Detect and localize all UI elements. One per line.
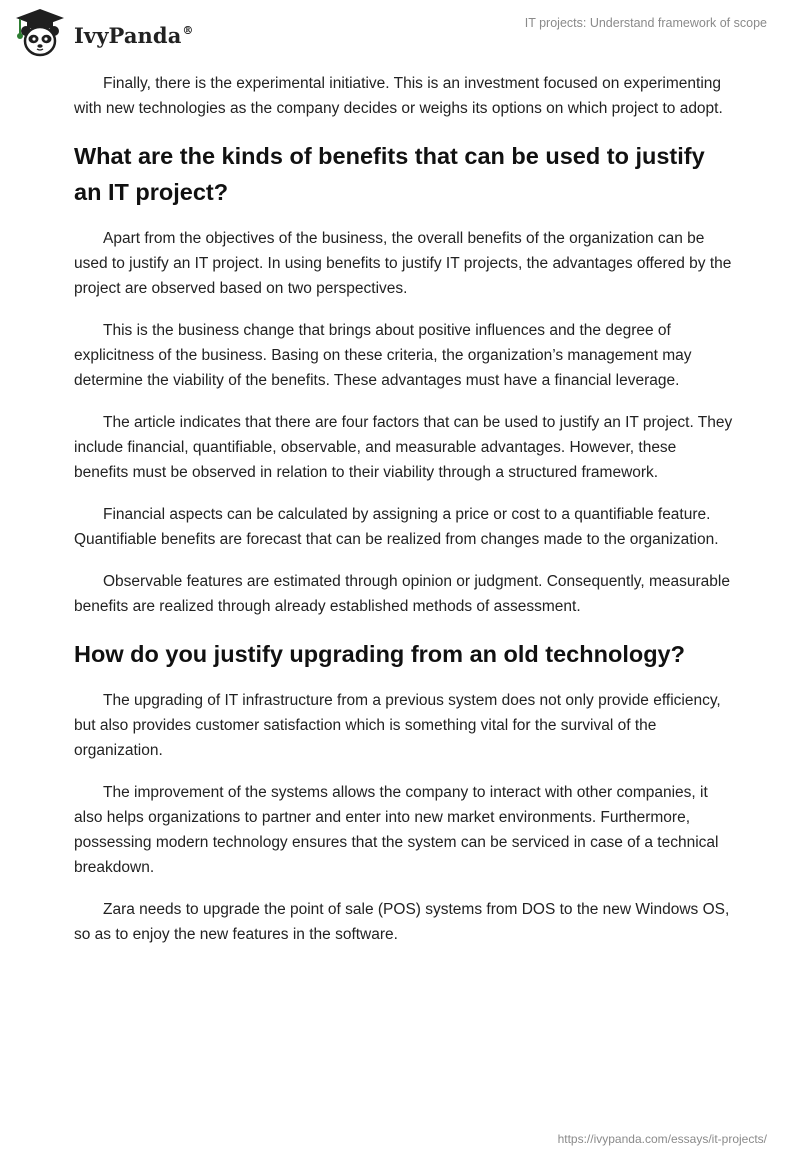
source-url: https://ivypanda.com/essays/it-projects/ — [557, 1132, 767, 1146]
brand-name-text: IvyPanda — [74, 22, 182, 48]
section-heading: What are the kinds of benefits that can be used to justify an IT project? — [74, 143, 705, 205]
paragraph: Financial aspects can be calculated by assigning a price or cost to a quantifiable feature. Quantifiable benefits are forecast that can be realized from changes made to the organization. — [74, 506, 719, 548]
paragraph: The article indicates that there are four factors that can be used to justify an IT project. They include financial, quantifiable, observable, and measurable advantages. However, these benefits must be observed in relation to their viability through a structured framework. — [74, 414, 733, 481]
paragraph: Apart from the objectives of the business, the overall benefits of the organization can be used to justify an IT project. In using benefits to justify IT projects, the advantages offered by the project are observed based on two perspectives. — [74, 230, 732, 297]
paragraph: The upgrading of IT infrastructure from a previous system does not only provide efficiency, but also provides customer satisfaction which is something vital for the survival of the organization. — [74, 692, 721, 759]
paragraph: Zara needs to upgrade the point of sale (POS) systems from DOS to the new Windows OS, so as to enjoy the new features in the software. — [74, 901, 730, 943]
paragraph: This is the business change that brings about positive influences and the degree of explicitness of the business. Basing on these criteria, the organization’s management may determine the viability of the benefits. These advantages must have a financial leverage. — [74, 322, 692, 389]
panda-graduate-icon — [14, 8, 66, 58]
page-header — [0, 0, 800, 64]
section-heading: How do you justify upgrading from an old technology? — [74, 641, 685, 667]
paragraph: The improvement of the systems allows the company to interact with other companies, it also helps organizations to partner and enter into new market environments. Furthermore, possessing modern technology ensures that the system can be serviced in case of a technical breakdown. — [74, 784, 719, 876]
brand-name — [74, 23, 194, 48]
document-title: IT projects: Understand framework of scope — [524, 16, 767, 30]
paragraph: Finally, there is the experimental initiative. This is an investment focused on experimenting with new technologies as the company decides or weighs its options on which project to adopt. — [74, 75, 723, 117]
registered-mark: ® — [182, 23, 194, 37]
essay-content — [74, 71, 734, 964]
ivypanda-logo-link[interactable] — [14, 8, 194, 58]
paragraph: Observable features are estimated through opinion or judgment. Consequently, measurable benefits are realized through already established methods of assessment. — [74, 573, 730, 615]
